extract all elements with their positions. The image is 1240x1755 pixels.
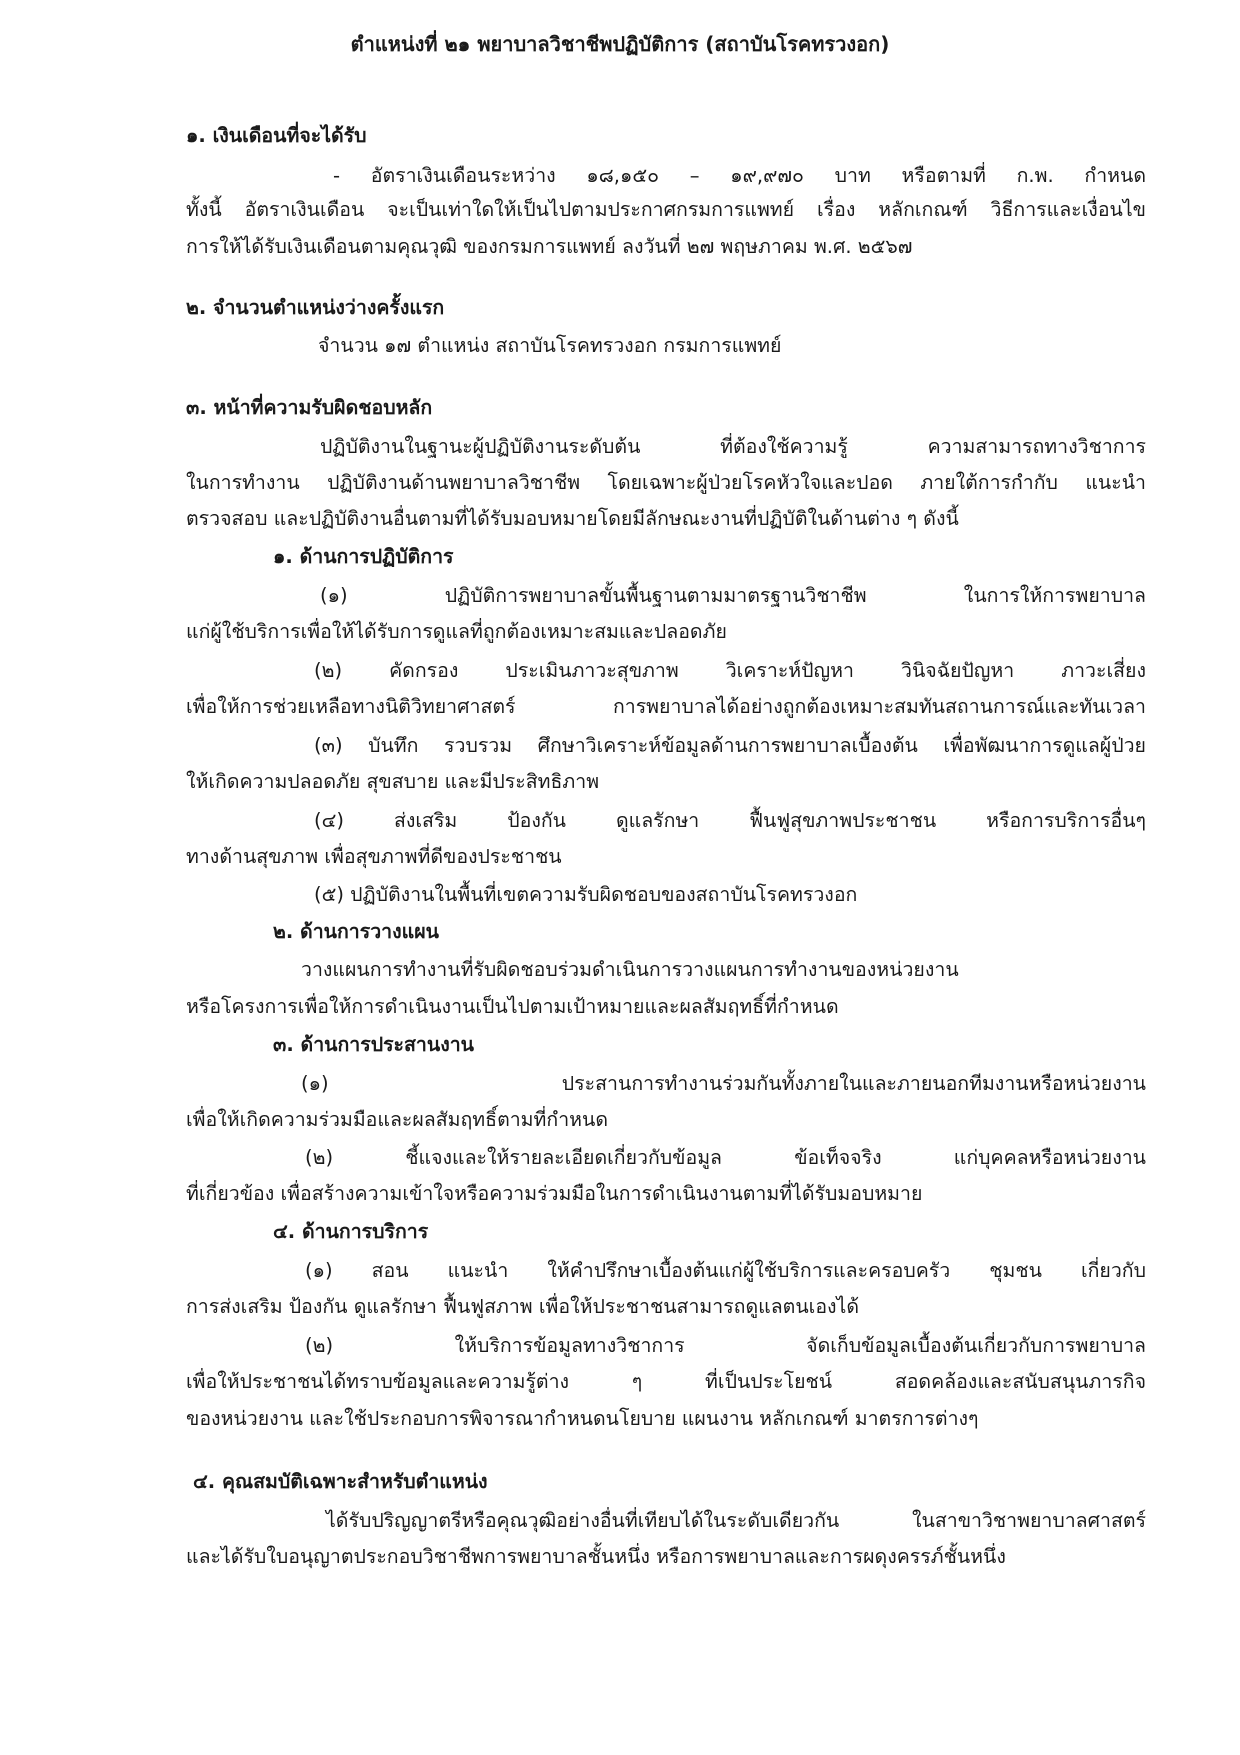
subsection-1-heading: ๑. ด้านการปฏิบัติการ xyxy=(273,545,454,568)
subsection-1-line-9: (๕) ปฏิบัติงานในพื้นที่เขตความรับผิดชอบของสถาบันโรคทรวงอก xyxy=(314,883,858,906)
subsection-1-line-8: ทางด้านสุขภาพ เพื่อสุขภาพที่ดีของประชาชน xyxy=(186,845,562,868)
subsection-1-line-5: (๓) บันทึก รวบรวม ศึกษาวิเคราะห์ข้อมูลด้านการพยาบาลเบื้องต้น เพื่อพัฒนาการดูแลผู้ป่วย xyxy=(314,734,1146,757)
subsection-1-line-6: ให้เกิดความปลอดภัย สุขสบาย และมีประสิทธิภาพ xyxy=(186,770,600,793)
subsection-3-line-1: (๑) ประสานการทำงานร่วมกันทั้งภายในและภายนอกทีมงานหรือหน่วยงาน xyxy=(301,1072,1146,1095)
section-2-heading: ๒. จำนวนตำแหน่งว่างครั้งแรก xyxy=(186,296,445,319)
subsection-3-heading: ๓. ด้านการประสานงาน xyxy=(273,1033,475,1056)
section-1-line-2: ทั้งนี้ อัตราเงินเดือน จะเป็นเท่าใดให้เป็นไปตามประกาศกรมการแพทย์ เรื่อง หลักเกณฑ์ วิธีการและเงื่อนไข xyxy=(186,198,1146,221)
subsection-1-line-7: (๔) ส่งเสริม ป้องกัน ดูแลรักษา ฟื้นฟูสุขภาพประชาชน หรือการบริการอื่นๆ xyxy=(314,809,1146,832)
subsection-1-line-4: เพื่อให้การช่วยเหลือทางนิติวิทยาศาสตร์ การพยาบาลได้อย่างถูกต้องเหมาะสมทันสถานการณ์และทันเวลา xyxy=(186,695,1146,718)
subsection-2-line-2: หรือโครงการเพื่อให้การดำเนินงานเป็นไปตามเป้าหมายและผลสัมฤทธิ์ที่กำหนด xyxy=(186,995,839,1018)
subsection-3-line-4: ที่เกี่ยวข้อง เพื่อสร้างความเข้าใจหรือความร่วมมือในการดำเนินงานตามที่ได้รับมอบหมาย xyxy=(186,1182,923,1205)
section-3-heading: ๓. หน้าที่ความรับผิดชอบหลัก xyxy=(186,396,433,419)
section-3-intro-2: ในการทำงาน ปฏิบัติงานด้านพยาบาลวิชาชีพ โดยเฉพาะผู้ป่วยโรคหัวใจและปอด ภายใต้การกำกับ แนะนำ xyxy=(186,471,1146,494)
section-4-line-2: และได้รับใบอนุญาตประกอบวิชาชีพการพยาบาลชั้นหนึ่ง หรือการพยาบาลและการผดุงครรภ์ชั้นหนึ่ง xyxy=(186,1545,1006,1568)
section-4-heading: ๔. คุณสมบัติเฉพาะสำหรับตำแหน่ง xyxy=(193,1470,488,1493)
section-2-line-1: จำนวน ๑๗ ตำแหน่ง สถาบันโรคทรวงอก กรมการแพทย์ xyxy=(318,334,782,357)
subsection-4-line-1: (๑) สอน แนะนำ ให้คำปรึกษาเบื้องต้นแก่ผู้ใช้บริการและครอบครัว ชุมชน เกี่ยวกับ xyxy=(305,1259,1146,1282)
subsection-4-line-3: (๒) ให้บริการข้อมูลทางวิชาการ จัดเก็บข้อมูลเบื้องต้นเกี่ยวกับการพยาบาล xyxy=(305,1334,1146,1357)
page-title: ตำแหน่งที่ ๒๑ พยาบาลวิชาชีพปฏิบัติการ (สถาบันโรคทรวงอก) xyxy=(350,32,890,56)
subsection-1-line-3: (๒) คัดกรอง ประเมินภาวะสุขภาพ วิเคราะห์ปัญหา วินิจฉัยปัญหา ภาวะเสี่ยง xyxy=(314,659,1146,682)
subsection-2-heading: ๒. ด้านการวางแผน xyxy=(273,920,439,943)
section-1-line-3: การให้ได้รับเงินเดือนตามคุณวุฒิ ของกรมการแพทย์ ลงวันที่ ๒๗ พฤษภาคม พ.ศ. ๒๕๖๗ xyxy=(186,235,913,258)
subsection-1-line-1: (๑) ปฏิบัติการพยาบาลขั้นพื้นฐานตามมาตรฐานวิชาชีพ ในการให้การพยาบาล xyxy=(320,584,1146,607)
subsection-3-line-2: เพื่อให้เกิดความร่วมมือและผลสัมฤทธิ์ตามที่กำหนด xyxy=(186,1108,608,1131)
section-1-line-1: - อัตราเงินเดือนระหว่าง ๑๘,๑๕๐ – ๑๙,๙๗๐ บาท หรือตามที่ ก.พ. กำหนด xyxy=(333,164,1146,187)
section-1-heading: ๑. เงินเดือนที่จะได้รับ xyxy=(186,124,367,147)
subsection-2-line-1: วางแผนการทำงานที่รับผิดชอบร่วมดำเนินการวางแผนการทำงานของหน่วยงาน xyxy=(301,958,959,981)
section-4-line-1: ได้รับปริญญาตรีหรือคุณวุฒิอย่างอื่นที่เทียบได้ในระดับเดียวกัน ในสาขาวิชาพยาบาลศาสตร์ xyxy=(326,1509,1146,1532)
subsection-4-heading: ๔. ด้านการบริการ xyxy=(273,1220,429,1243)
subsection-4-line-2: การส่งเสริม ป้องกัน ดูแลรักษา ฟื้นฟูสภาพ เพื่อให้ประชาชนสามารถดูแลตนเองได้ xyxy=(186,1295,860,1318)
subsection-4-line-5: ของหน่วยงาน และใช้ประกอบการพิจารณากำหนดนโยบาย แผนงาน หลักเกณฑ์ มาตรการต่างๆ xyxy=(186,1407,979,1430)
subsection-1-line-2: แก่ผู้ใช้บริการเพื่อให้ได้รับการดูแลที่ถูกต้องเหมาะสมและปลอดภัย xyxy=(186,620,727,643)
subsection-3-line-3: (๒) ชี้แจงและให้รายละเอียดเกี่ยวกับข้อมูล ข้อเท็จจริง แก่บุคคลหรือหน่วยงาน xyxy=(305,1146,1146,1169)
section-3-intro-1: ปฏิบัติงานในฐานะผู้ปฏิบัติงานระดับต้น ที่ต้องใช้ความรู้ ความสามารถทางวิชาการ xyxy=(320,435,1146,458)
subsection-4-line-4: เพื่อให้ประชาชนได้ทราบข้อมูลและความรู้ต่าง ๆ ที่เป็นประโยชน์ สอดคล้องและสนับสนุนภารกิจ xyxy=(186,1370,1146,1393)
section-3-intro-3: ตรวจสอบ และปฏิบัติงานอื่นตามที่ได้รับมอบหมายโดยมีลักษณะงานที่ปฏิบัติในด้านต่าง ๆ ดังนี้ xyxy=(186,507,959,530)
